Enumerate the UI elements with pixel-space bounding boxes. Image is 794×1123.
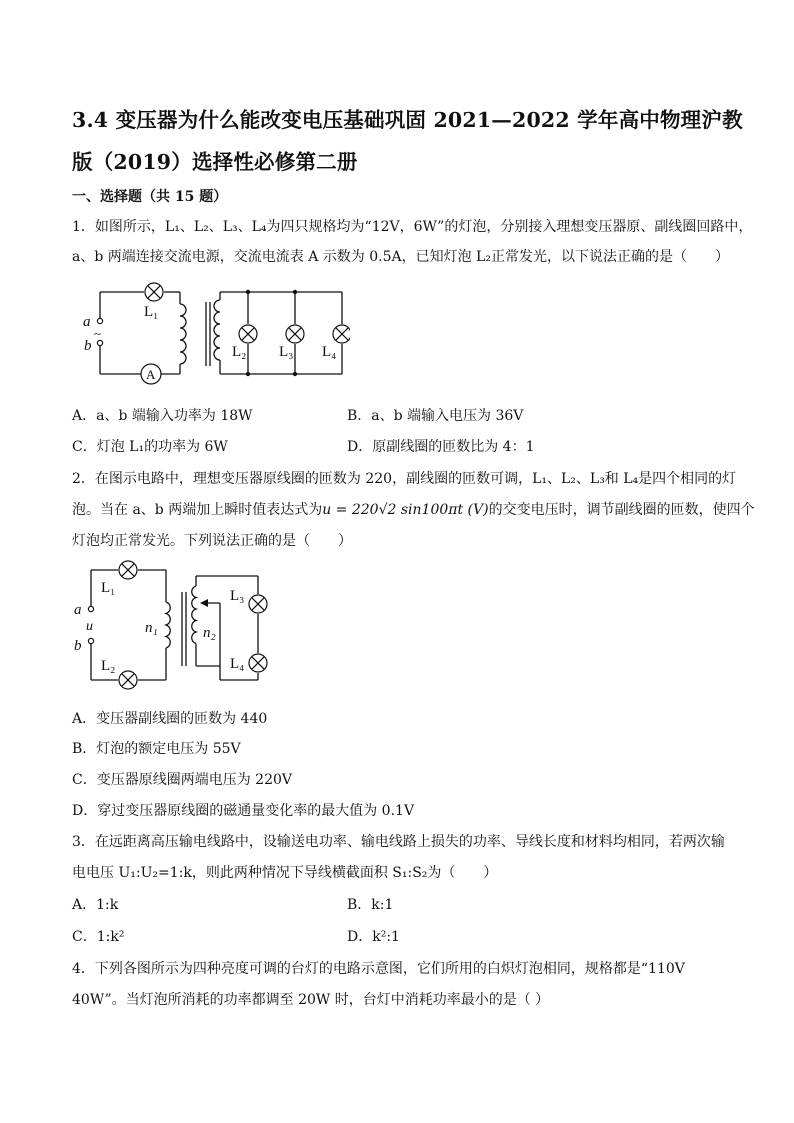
q1-ammeter-label: A — [146, 367, 156, 382]
q1-lamp-l4-icon — [333, 325, 350, 343]
q2-expression: u = 220√2 sin100πt (V) — [322, 502, 489, 518]
q1-circuit-diagram — [80, 280, 350, 385]
q2-circuit-diagram — [70, 558, 280, 692]
q2-option-c[interactable]: C．变压器原线圈两端电压为 220V — [72, 772, 292, 788]
q2-terminal-b-dot — [88, 638, 93, 643]
q2-label-b: b — [74, 638, 82, 654]
q3-option-c[interactable]: C．1:k² — [72, 929, 125, 945]
q2-label-l4: L₄ — [230, 656, 245, 672]
q2-lamp-l2-icon — [119, 671, 137, 689]
q2-option-a[interactable]: A．变压器副线圈的匝数为 440 — [72, 711, 268, 727]
q2-option-b[interactable]: B．灯泡的额定电压为 55V — [72, 741, 241, 757]
q2-label-a: a — [74, 602, 82, 618]
q2-terminal-a-dot — [88, 606, 93, 611]
q2-label-l1: L₁ — [101, 580, 116, 596]
q1-option-c[interactable]: C．灯泡 L₁的功率为 6W — [72, 439, 228, 455]
q1-lamp-l2-icon — [239, 325, 257, 343]
q2-stem-line2 — [72, 499, 755, 519]
q1-terminal-a-dot — [97, 318, 102, 323]
q2-label-l2: L₂ — [101, 658, 116, 674]
q1-label-l1: L₁ — [144, 304, 159, 320]
q2-label-u: u — [86, 619, 93, 634]
q1-stem-line1: 1．如图所示，L₁、L₂、L₃、L₄为四只规格均为“12V，6W”的灯泡，分别接入理想变压器原、副线圈回路中， — [72, 219, 753, 235]
q1-label-l3: L₃ — [279, 344, 294, 360]
q1-stem-line2: a、b 两端连接交流电源，交流电流表 A 示数为 0.5A，已知灯泡 L₂正常发光，以下说法正确的是（ ） — [72, 249, 729, 265]
q1-option-a[interactable]: A．a、b 端输入功率为 18W — [72, 408, 253, 424]
q1-option-d[interactable]: D．原副线圈的匝数比为 4：1 — [347, 439, 535, 455]
q3-option-b[interactable]: B．k:1 — [347, 897, 394, 913]
q2-label-n2: n₂ — [203, 625, 216, 641]
q2-label-n1: n₁ — [145, 620, 158, 636]
q3-stem-line2: 电电压 U₁:U₂=1:k，则此两种情况下导线横截面积 S₁:S₂为（ ） — [72, 865, 498, 881]
q1-label-b: b — [84, 338, 92, 354]
q1-option-b[interactable]: B．a、b 端输入电压为 36V — [347, 408, 524, 424]
q2-lamp-l1-icon — [119, 561, 137, 579]
q2-stem-line2-post: 的交变电压时，调节副线圈的匝数，使四个 — [488, 502, 755, 518]
q3-option-d[interactable]: D．k²:1 — [347, 929, 400, 945]
q1-source-symbol: ~ — [94, 326, 102, 341]
q3-option-a[interactable]: A．1:k — [72, 897, 119, 913]
page-title-line2: 版（2019）选择性必修第二册 — [72, 150, 358, 174]
q2-slider-arrow-icon — [200, 599, 208, 607]
page-title-line1: 3.4 变压器为什么能改变电压基础巩固 2021—2022 学年高中物理沪教 — [72, 108, 743, 132]
q1-lamp-l3-icon — [286, 325, 304, 343]
q2-stem-line3: 灯泡均正常发光。下列说法正确的是（ ） — [72, 533, 352, 549]
q2-lamp-l3-icon — [249, 595, 267, 613]
q1-label-l4: L₄ — [322, 344, 337, 360]
section-heading: 一、选择题（共 15 题） — [72, 189, 228, 205]
q2-option-d[interactable]: D．穿过变压器原线圈的磁通量变化率的最大值为 0.1V — [72, 803, 415, 819]
q1-lamp-l1-icon — [145, 283, 163, 301]
q4-stem-line1: 4．下列各图所示为四种亮度可调的台灯的电路示意图，它们所用的白炽灯泡相同，规格都是“110V — [72, 961, 685, 977]
q1-label-l2: L₂ — [232, 344, 247, 360]
q2-stem-line2-pre: 泡。当在 a、b 两端加上瞬时值表达式为 — [72, 502, 323, 518]
q3-stem-line1: 3．在远距离高压输电线路中，设输送电功率、输电线路上损失的功率、导线长度和材料均相同，若两次输 — [72, 834, 725, 850]
q2-label-l3: L₃ — [230, 588, 245, 604]
q1-terminal-b-dot — [97, 340, 102, 345]
q2-lamp-l4-icon — [249, 654, 267, 672]
q2-stem-line1: 2．在图示电路中，理想变压器原线圈的匝数为 220，副线圈的匝数可调，L₁、L₂、L₃和 L₄是四个相同的灯 — [72, 471, 737, 487]
q4-stem-line2: 40W”。当灯泡所消耗的功率都调至 20W 时，台灯中消耗功率最小的是（ ） — [72, 992, 550, 1008]
q1-label-a: a — [83, 314, 91, 330]
